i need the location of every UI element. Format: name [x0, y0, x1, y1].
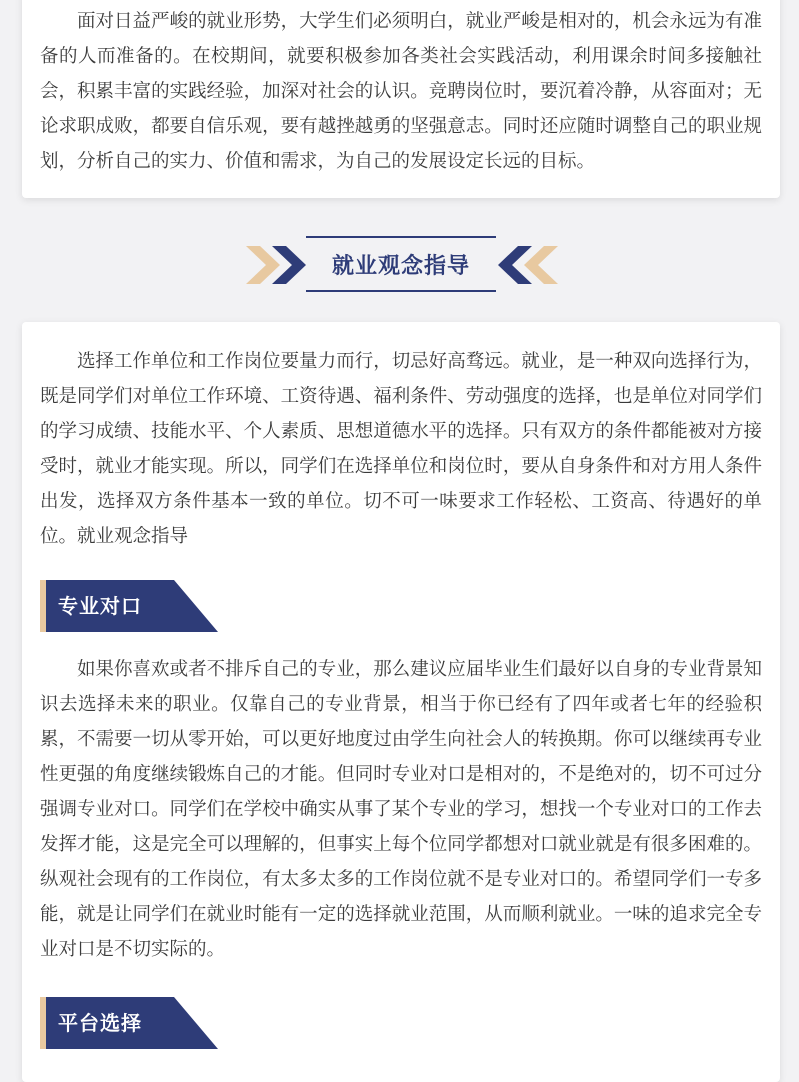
intro-paragraph: 面对日益严峻的就业形势，大学生们必须明白，就业严峻是相对的，机会永远为有准备的人而准备的。在校期间，就要积极参加各类社会实践活动，利用课余时间多接触社会，积累丰富的实践经验，加深对社会的认识。竞聘岗位时，要沉着冷静，从容面对；无论求职成败，都要自信乐观，要有越挫越勇的坚强意志。同时还应随时调整自己的职业规划，分析自己的实力、价值和需求，为自己的发展设定长远的目标。	[40, 11, 762, 172]
main-card	[22, 322, 780, 1082]
subsection-heading-platform	[40, 997, 220, 1049]
section-paragraph: 选择工作单位和工作岗位要量力而行，切忌好高骛远。就业，是一种双向选择行为，既是同学们对单位工作环境、工资待遇、福利条件、劳动强度的选择，也是单位对同学们的学习成绩、技能水平、个人素质、思想道德水平的选择。只有双方的条件都能被对方接受时，就业才能实现。所以，同学们在选择单位和岗位时，要从自身条件和对方用人条件出发，选择双方条件基本一致的单位。切不可一味要求工作轻松、工资高、待遇好的单位。就业观念指导	[40, 351, 762, 547]
chevron-left-gold-icon	[522, 246, 558, 284]
intro-card	[22, 0, 780, 198]
section-title-banner	[0, 236, 799, 296]
subsection-heading-label: 专业对口	[58, 594, 142, 618]
subsection-heading-major	[40, 580, 220, 632]
chevron-right-navy-icon	[272, 246, 308, 284]
subsection-heading-label: 平台选择	[58, 1011, 142, 1035]
subsection-paragraph: 如果你喜欢或者不排斥自己的专业，那么建议应届毕业生们最好以自身的专业背景知识去选择未来的职业。仅靠自己的专业背景，相当于你已经有了四年或者七年的经验积累，不需要一切从零开始，可以更好地度过由学生向社会人的转换期。你可以继续再专业性更强的角度继续锻炼自己的才能。但同时专业对口是相对的，不是绝对的，切不可过分强调专业对口。同学们在学校中确实从事了某个专业的学习，想找一个专业对口的工作去发挥才能，这是完全可以理解的，但事实上每个位同学都想对口就业就是有很多困难的。纵观社会现有的工作岗位，有太多太多的工作岗位就不是专业对口的。希望同学们一专多能，就是让同学们在就业时能有一定的选择就业范围，从而顺利就业。一味的追求完全专业对口是不切实际的。	[40, 659, 762, 960]
section-title: 就业观念指导	[306, 236, 496, 292]
